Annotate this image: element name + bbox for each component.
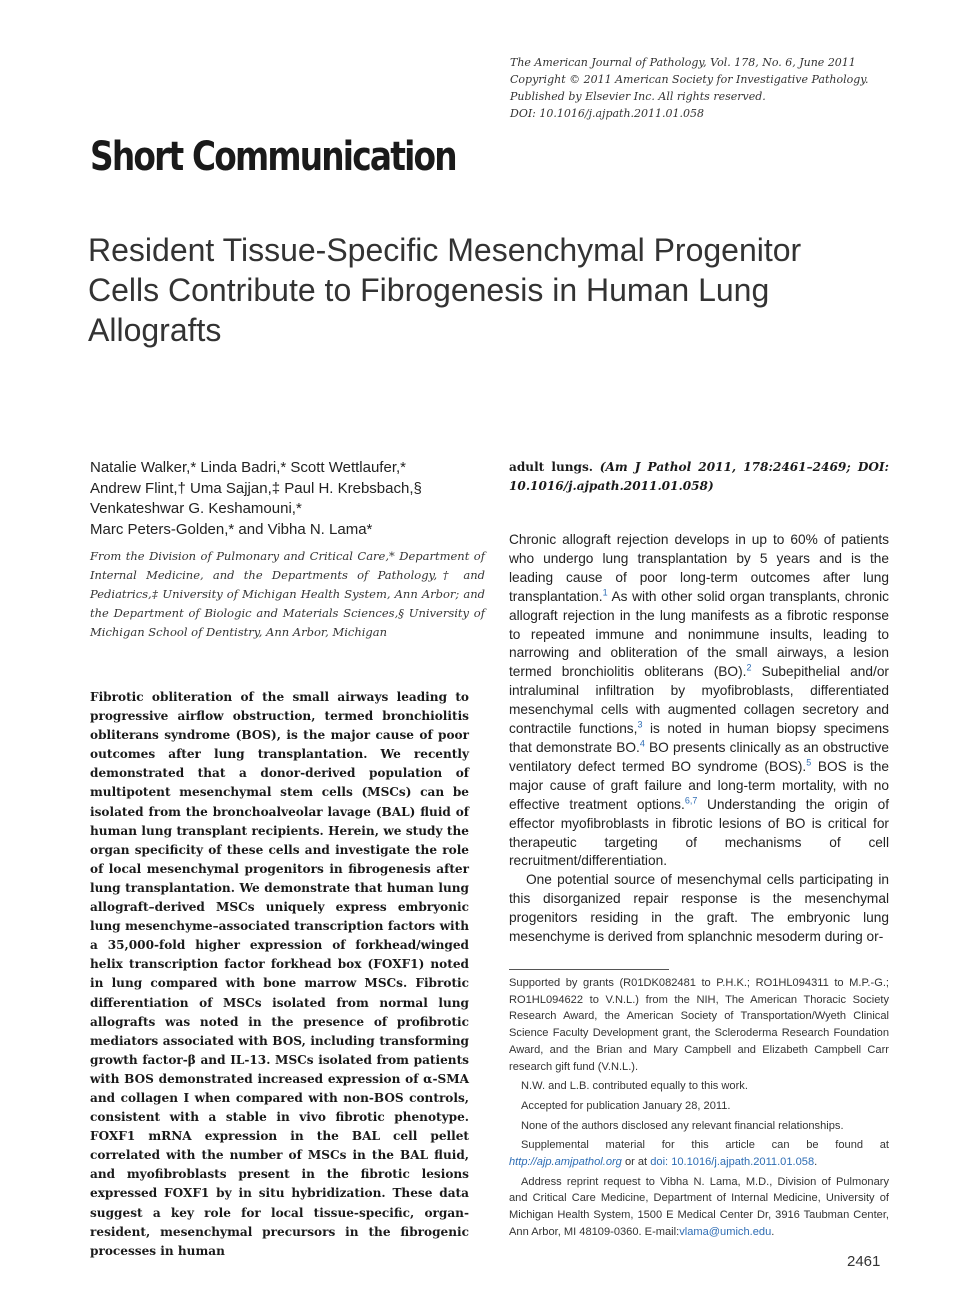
reference-link[interactable]: 2	[746, 662, 752, 673]
body-text-run: BO presents clinically as an obstructive ventilatory defect termed BO syndrome (BOS).	[509, 739, 889, 774]
footnotes	[509, 975, 889, 1244]
reference-link[interactable]: 6,7	[684, 795, 698, 806]
equal-contribution-note: N.W. and L.B. contributed equally to this work.	[521, 1080, 748, 1093]
body-text-run: is noted in human biopsy specimens that demonstrate BO.	[509, 721, 889, 755]
abstract-continuation	[509, 458, 889, 496]
author-line: Andrew Flint,† Uma Sajjan,‡ Paul H. Krebsbach,§	[90, 479, 422, 497]
citation: (Am J Pathol 2011, 178:2461–2469; DOI: 10.1016/j.ajpath.2011.01.058)	[509, 460, 889, 494]
copyright-line: Copyright © 2011 American Society for Investigative Pathology.	[510, 73, 869, 86]
accepted-note: Accepted for publication January 28, 2011.	[521, 1099, 731, 1112]
author-list	[90, 458, 490, 540]
disclosure-note: None of the authors disclosed any relevant financial relationships.	[521, 1119, 844, 1132]
reference-link[interactable]: 1	[602, 587, 608, 598]
abstract-end: adult lungs.	[509, 460, 594, 474]
body-text-run: Subepithelial and/or intraluminal infiltration by myofibroblasts, differentiated mesenchymal cells with augmented collagen secretory and contractile functions,	[509, 664, 889, 737]
reference-link[interactable]: 3	[637, 719, 643, 730]
publisher-line: Published by Elsevier Inc. All rights reserved.	[510, 90, 766, 103]
author-line: Venkateshwar G. Keshamouni,*	[90, 500, 302, 517]
supplemental-text: Supplemental material for this article can be found at	[521, 1139, 889, 1152]
supplemental-url-link[interactable]: http://ajp.amjpathol.org	[509, 1156, 622, 1169]
journal-citation-header	[510, 54, 930, 122]
body-text-run: Understanding the origin of effector myofibroblasts in fibrotic lesions of BO is critical for therapeutic targeting of mechanisms of cell recruitment/differentiation.	[509, 796, 889, 869]
supplemental-text: or at	[621, 1156, 651, 1169]
section-label: Short Communication	[90, 134, 456, 180]
funding-note: Supported by grants (R01DK082481 to P.H.K.; RO1HL094311 to M.P.-G.; RO1HL094622 to V.N.L.) from the NIH, The American Thoracic Society Research Award, the American Society of Transportation/Wyeth Clinical Science Faculty Development grant, the Scleroderma Research Foundation Award, and the Brian and Mary Campbell and Elizabeth Campbell Carr research gift fund (V.N.L.).	[509, 977, 889, 1073]
reference-link[interactable]: 5	[806, 757, 812, 768]
reprint-text: Address reprint request to Vibha N. Lama, M.D., Division of Pulmonary and Critical Care Medicine, Department of Internal Medicine, University of Michigan Health System, 1500 E Medical Center Dr, 3916 Taubman Center, Ann Arbor, MI 48109-0360. E-mail:	[509, 1175, 889, 1238]
author-line: Marc Peters-Golden,* and Vibha N. Lama*	[90, 520, 373, 538]
supplemental-doi-link[interactable]: doi: 10.1016/j.ajpath.2011.01.058	[650, 1156, 815, 1169]
email-link[interactable]: vlama@umich.edu	[679, 1225, 772, 1238]
reference-link[interactable]: 4	[639, 738, 645, 749]
body-text-run: Chronic allograft rejection develops in up to 60% of patients who undergo lung transplantation by 5 years and is the leading cause of poor long-term outcomes after lung transplantation.	[509, 532, 889, 604]
page-number: 2461	[847, 1253, 881, 1270]
affiliations: From the Division of Pulmonary and Critical Care,* Department of Internal Medicine, and the Departments of Pathology,† and Pediatrics,‡ University of Michigan Health System, Ann Arbor; and the Department of Biologic and Materials Sciences,§ University of Michigan School of Dentistry, Ann Arbor, Michigan	[90, 549, 485, 639]
author-line: Natalie Walker,* Linda Badri,* Scott Wettlaufer,*	[90, 459, 406, 476]
reprint-text: .	[771, 1225, 775, 1238]
footnote-divider	[509, 969, 669, 970]
journal-name-line: The American Journal of Pathology, Vol. 178, No. 6, June 2011	[510, 56, 856, 69]
reprint-note	[509, 1174, 889, 1241]
body-text	[509, 531, 889, 947]
supplemental-note	[509, 1137, 889, 1170]
article-title: Resident Tissue-Specific Mesenchymal Progenitor Cells Contribute to Fibrogenesis in Human Lung Allografts	[88, 232, 802, 348]
supplemental-text: .	[814, 1156, 818, 1169]
body-paragraph	[509, 531, 889, 871]
abstract: Fibrotic obliteration of the small airways leading to progressive airflow obstruction, termed bronchiolitis obliterans syndrome (BOS), is the major cause of poor outcomes after lung transplantation. We recently demonstrated that a donor-derived population of multipotent mesenchymal stem cells (MSCs) can be isolated from the bronchoalveolar lavage (BAL) fluid of human lung transplant recipients. Herein, we study the organ specificity of these cells and investigate the role of local mesenchymal progenitors in fibrogenesis after lung transplantation. We demonstrate that human lung allograft–derived MSCs uniquely express embryonic lung mesenchyme–associated transcription factors with a 35,000-fold higher expression of forkhead/winged helix transcription factor forkhead box (FOXF1) noted in lung compared with bone marrow MSCs. Fibrotic differentiation of MSCs isolated from normal lung allografts was noted in the presence of profibrotic mediators associated with BOS, including transforming growth factor-β and IL-13. MSCs isolated from patients with BOS demonstrated increased expression of α-SMA and collagen I when compared with non-BOS controls, consistent with a stable in vivo fibrotic phenotype. FOXF1 mRNA expression in the BAL cell pellet correlated with the number of MSCs in the BAL fluid, and myofibroblasts present in the fibrotic lesions expressed FOXF1 by in situ hybridization. These data suggest a key role for local tissue-specific, organ-resident, mesenchymal precursors in the fibrogenic processes in human	[90, 690, 469, 1258]
body-text-run: As with other solid organ transplants, chronic allograft rejection in the lung manifests as a fibrotic response to repeated immune and nonimmune insults, leading to narrowing and obliteration of the small airways, a lesion termed bronchiolitis obliterans (BO).	[509, 588, 889, 680]
body-text-run: BOS is the major cause of graft failure and long-term mortality, with no effective treatment options.	[509, 758, 889, 812]
body-paragraph: One potential source of mesenchymal cells participating in this disorganized repair response is the mesenchymal progenitors residing in the graft. The embryonic lung mesenchyme is derived from splanchnic mesoderm during or-	[509, 872, 889, 945]
doi-line: DOI: 10.1016/j.ajpath.2011.01.058	[510, 107, 705, 120]
